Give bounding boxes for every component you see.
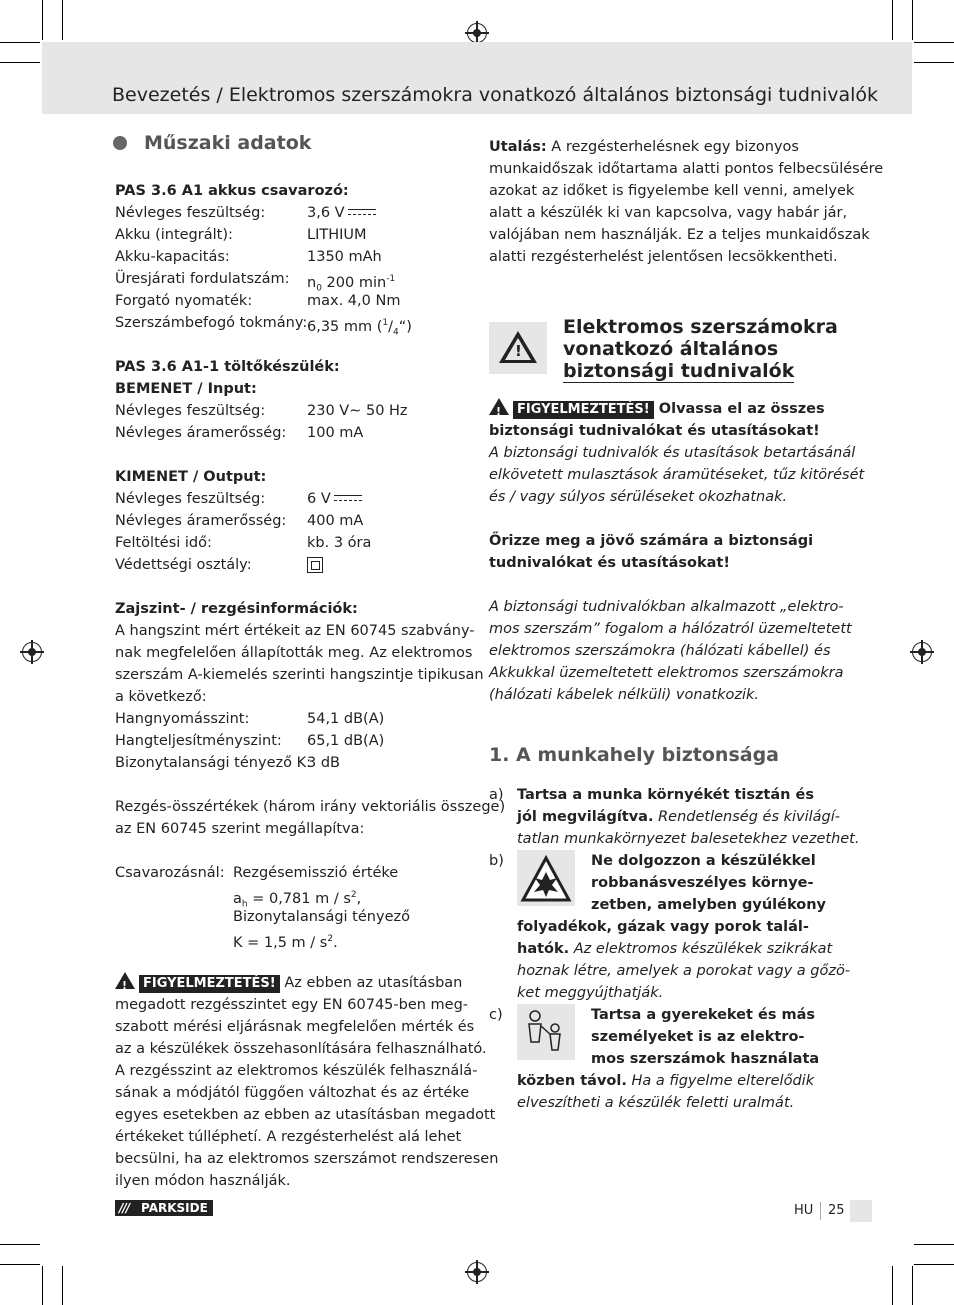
- list-item: b) Ne dolgozzon a készülékkel robbanásveszélyes környe- zetben, amelyben gyúlékony folyadékok, gázak vagy porok talál- hatók. Az elektromos készülékek szikrákat hoznak létre, amelyek a porokat vagy a gőzö- ket meggyújthatják.: [489, 850, 841, 1004]
- vibration-row: $a_h = 0,781$ m / $s^2$,: [233, 890, 362, 910]
- body-text: valójában nem használják. Ez a teljes munkaidőszak: [489, 227, 870, 243]
- safety-title: Elektromos szerszámokra vonatkozó általános biztonsági tudnivalók: [563, 316, 838, 382]
- page-title: Bevezetés / Elektromos szerszámokra vonatkozó általános biztonsági tudnivalók: [112, 84, 879, 106]
- spec-row: Feltöltési idő: kb. 3 óra: [115, 535, 372, 551]
- spec-row: Szerszámbefogó tokmány: 6,35 mm $(^1/_4“)$: [115, 315, 412, 338]
- body-text: az a készülékek összehasonlítására felhasználható.: [115, 1041, 487, 1057]
- device-heading: PAS 3.6 A1 akkus csavarozó:: [115, 183, 349, 199]
- spec-row: Névleges feszültség: 3,6 V: [115, 202, 465, 224]
- list-item: a) Tartsa a munka környékét tisztán és jól megvilágítva. Rendetlenség és kivilágí- tatlan munkakörnyezet balesetekhez vezethet.: [489, 787, 860, 847]
- body-text: és / vagy súlyos sérüléseket okozhatnak.: [489, 489, 788, 505]
- crop-mark: [0, 1264, 40, 1265]
- body-text: Rezgés-összértékek (három irány vektoriális összege): [115, 799, 506, 815]
- crop-mark: [42, 1266, 43, 1305]
- registration-mark-icon: [22, 642, 42, 662]
- page-number: 25: [828, 1203, 845, 1218]
- input-heading: BEMENET / Input:: [115, 381, 257, 397]
- body-text: Akkukkal üzemeltetett elektromos szerszámokra: [489, 665, 844, 681]
- protection-class-ii-icon: [307, 557, 323, 573]
- body-text: egyes esetekben az ebben az utasításban megadott: [115, 1107, 496, 1123]
- brand-logo: /// PARKSIDE: [115, 1200, 213, 1216]
- explosion-icon: [517, 850, 575, 906]
- spec-row: Névleges feszültség: 6 V: [115, 488, 465, 510]
- warning-line: !FIGYELMEZTETÉS! Az ebben az utasításban: [115, 972, 465, 994]
- crop-mark: [62, 0, 63, 40]
- crop-mark: [914, 62, 954, 63]
- registration-mark-icon: [467, 23, 487, 43]
- crop-mark: [892, 0, 893, 40]
- spec-row: Akku-kapacitás: 1350 mAh: [115, 249, 382, 265]
- body-text: sának a módjától függően változhat és az értéke: [115, 1085, 470, 1101]
- language-code: HU: [794, 1203, 814, 1218]
- spec-row: Forgató nyomaték: max. 4,0 Nm: [115, 293, 401, 309]
- body-text: az EN 60745 szerint megállapítva:: [115, 821, 365, 837]
- charger-heading: PAS 3.6 A1-1 töltőkészülék:: [115, 359, 340, 375]
- warning-line: !FIGYELMEZTETÉS! Olvassa el az összes: [489, 398, 841, 420]
- body-text: megadott rezgésszintet egy EN 60745-ben meg-: [115, 997, 469, 1013]
- body-text: becsülni, ha az elektromos szerszámot rendszeresen: [115, 1151, 499, 1167]
- spec-row: Névleges áramerősség: 100 mA: [115, 425, 364, 441]
- spec-row: Hangteljesítményszint: 65,1 dB(A): [115, 733, 385, 749]
- body-text: szabott mérési eljárásnak megfelelően mérték és: [115, 1019, 475, 1035]
- body-text: (hálózati kábelek nélküli) vonatkozik.: [489, 687, 759, 703]
- note-line: Utalás: A rezgésterhelésnek egy bizonyos: [489, 139, 799, 155]
- spec-row: Névleges feszültség: 230 V∼ 50 Hz: [115, 403, 408, 419]
- crop-mark: [0, 62, 40, 63]
- crop-mark: [0, 42, 40, 43]
- body-text: alatt a készülék ki van kapcsolva, vagy habár jár,: [489, 205, 848, 221]
- body-text: elkövetett mulasztások áramütéseket, tűz kitörését: [489, 467, 865, 483]
- body-text: Őrizze meg a jövő számára a biztonsági: [489, 533, 814, 549]
- body-text: ilyen módon használják.: [115, 1173, 291, 1189]
- body-text: mos szerszám” fogalom a hálózatról üzemeltetett: [489, 621, 852, 637]
- warning-triangle-icon: [115, 972, 135, 989]
- spec-row: Akku (integrált): LITHIUM: [115, 227, 367, 243]
- warning-label: FIGYELMEZTETÉS!: [139, 975, 280, 993]
- section-title: Műszaki adatok: [115, 128, 465, 158]
- body-text: azokat az időket is figyelembe kell venni, amelyek: [489, 183, 855, 199]
- body-text: nak megfelelően állapították meg. Az elektromos: [115, 645, 473, 661]
- crop-mark: [914, 42, 954, 43]
- body-text: értékeket túlléphetí. A rezgésterhelést alá lehet: [115, 1129, 462, 1145]
- crop-mark: [914, 1264, 954, 1265]
- crop-mark: [62, 1266, 63, 1305]
- body-text: A biztonsági tudnivalókban alkalmazott „elektro-: [489, 599, 844, 615]
- body-text: A hangszint mért értékeit az EN 60745 szabvány-: [115, 623, 475, 639]
- vibration-row: Bizonytalansági tényező: [233, 909, 410, 925]
- warning-label: FIGYELMEZTETÉS!: [513, 401, 654, 419]
- vibration-row: Csavarozásnál: Rezgésemisszió értéke: [115, 865, 399, 881]
- workplace-title: 1. A munkahely biztonsága: [489, 744, 779, 766]
- body-text: a következő:: [115, 689, 207, 705]
- warning-triangle-icon: !: [489, 322, 547, 374]
- body-text: biztonsági tudnivalókat és utasításokat!: [489, 423, 820, 439]
- spec-row: Névleges áramerősség: 400 mA: [115, 513, 364, 529]
- spec-row: Hangnyomásszint: 54,1 dB(A): [115, 711, 385, 727]
- registration-mark-icon: [912, 642, 932, 662]
- noise-heading: Zajszint- / rezgésinformációk:: [115, 601, 358, 617]
- spec-row: Védettségi osztály:: [115, 554, 465, 576]
- body-text: szerszám A-kiemelés szerinti hangszintje tipikusan: [115, 667, 484, 683]
- body-text: alatti rezgésterhelést jelentősen lecsökkentheti.: [489, 249, 838, 265]
- crop-mark: [914, 1244, 954, 1245]
- crop-mark: [0, 1244, 40, 1245]
- crop-mark: [912, 0, 913, 40]
- child-icon: [517, 1004, 575, 1060]
- dc-symbol-icon: [348, 209, 376, 217]
- spec-row: Üresjárati fordulatszám: $n_0$ 200 $\min^{-1}$: [115, 271, 396, 294]
- body-text: tudnivalókat és utasításokat!: [489, 555, 730, 571]
- output-heading: KIMENET / Output:: [115, 469, 267, 485]
- left-column: [115, 128, 506, 1192]
- spec-row: Bizonytalansági tényező K: 3 dB: [115, 755, 340, 771]
- list-item: c) Tartsa a gyerekeket és más személyeket is az elektro- mos szerszámok használata közben távol. Ha a figyelme elterelődik elveszítheti a készülék feletti uralmát.: [489, 1004, 841, 1114]
- vibration-row: K = 1,5 m / $s^2$.: [233, 934, 338, 951]
- registration-mark-icon: [467, 1262, 487, 1282]
- body-text: A rezgésszint az elektromos készülék felhasználá-: [115, 1063, 478, 1079]
- crop-mark: [912, 1266, 913, 1305]
- crop-mark: [892, 1266, 893, 1305]
- body-text: A biztonsági tudnivalók és utasítások betartásánál: [489, 445, 856, 461]
- crop-mark: [42, 0, 43, 40]
- bullet-icon: [113, 136, 127, 150]
- body-text: elektromos szerszámokra (hálózati kábellel) és: [489, 643, 831, 659]
- warning-triangle-icon: [489, 398, 509, 415]
- right-column: [489, 136, 884, 1111]
- body-text: munkaidőszak időtartama alatti pontos felbecsülésére: [489, 161, 884, 177]
- dc-symbol-icon: [334, 495, 362, 503]
